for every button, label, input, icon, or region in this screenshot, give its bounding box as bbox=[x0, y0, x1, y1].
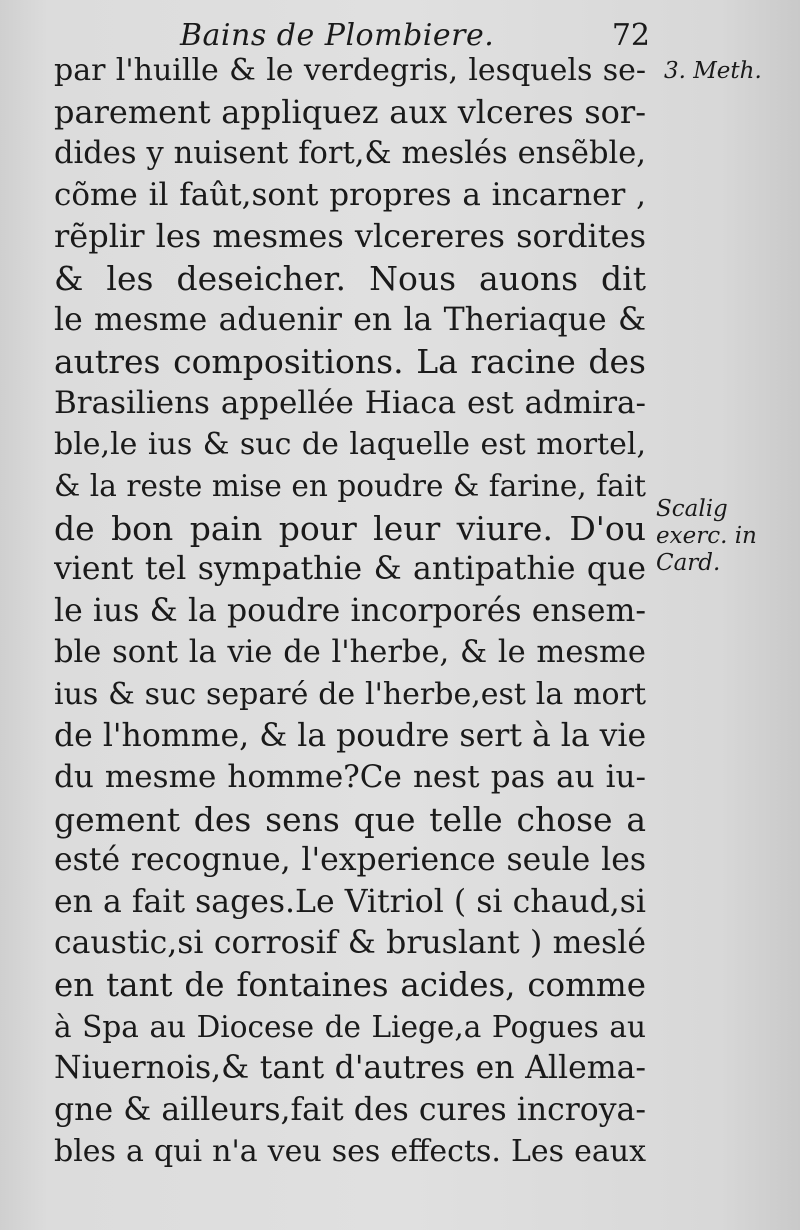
text-line: Niuernois,& tant d'autres en Allema- bbox=[54, 1050, 646, 1087]
page-number: 72 bbox=[611, 18, 650, 53]
text-line: ble sont la vie de l'herbe, & le mesme bbox=[54, 635, 646, 671]
text-line: vient tel sympathie & antipathie que bbox=[54, 551, 646, 588]
text-line: dides y nuisent fort,& meslés ensẽble, bbox=[54, 136, 646, 172]
margin-note-line: Scalig bbox=[656, 496, 728, 522]
text-line: en tant de fontaines acides, comme bbox=[54, 966, 646, 1005]
margin-note-line: exerc. in bbox=[656, 523, 757, 549]
text-line: autres compositions. La racine des bbox=[54, 342, 646, 382]
margin-note-line: Card. bbox=[656, 550, 721, 576]
text-line: le mesme aduenir en la Theriaque & bbox=[54, 301, 646, 338]
body-text bbox=[54, 50, 646, 1173]
margin-note-scaliger bbox=[656, 496, 757, 577]
text-line: esté recognue, l'experience seule les bbox=[54, 842, 646, 879]
text-line: à Spa au Diocese de Liege,a Pogues au bbox=[54, 1009, 646, 1044]
text-line: le ius & la poudre incorporés ensem- bbox=[54, 592, 646, 629]
text-line: de l'homme, & la poudre sert à la vie bbox=[54, 717, 646, 754]
text-line: par l'huille & le verdegris, lesquels se- bbox=[54, 53, 646, 88]
text-line: cõme il faût,sont propres a incarner , bbox=[54, 176, 646, 213]
text-line: caustic,si corrosif & bruslant ) meslé bbox=[54, 925, 646, 962]
text-line: & la reste mise en poudre & farine, fait bbox=[54, 468, 646, 503]
running-title: Bains de Plombiere. bbox=[180, 18, 495, 53]
text-line: bles a qui n'a veu ses effects. Les eaux bbox=[54, 1134, 646, 1170]
text-line: ble,le ius & suc de laquelle est mortel, bbox=[54, 427, 646, 463]
text-line: rẽplir les mesmes vlcereres sordites bbox=[54, 217, 646, 256]
text-line: Brasiliens appellée Hiaca est admira- bbox=[54, 384, 646, 421]
margin-note-method: 3. Meth. bbox=[664, 58, 762, 84]
text-line: gement des sens que telle chose a bbox=[54, 799, 646, 839]
text-line: de bon pain pour leur viure. D'ou bbox=[54, 508, 646, 548]
text-line: parement appliquez aux vlceres sor- bbox=[54, 92, 646, 131]
text-line: du mesme homme?Ce nest pas au iu- bbox=[54, 759, 646, 796]
text-line: & les deseicher. Nous auons dit bbox=[54, 258, 646, 298]
text-line: gne & ailleurs,fait des cures incroya- bbox=[54, 1091, 646, 1128]
text-line: ius & suc separé de l'herbe,est la mort bbox=[54, 676, 646, 712]
text-line: en a fait sages.Le Vitriol ( si chaud,si bbox=[54, 883, 646, 920]
